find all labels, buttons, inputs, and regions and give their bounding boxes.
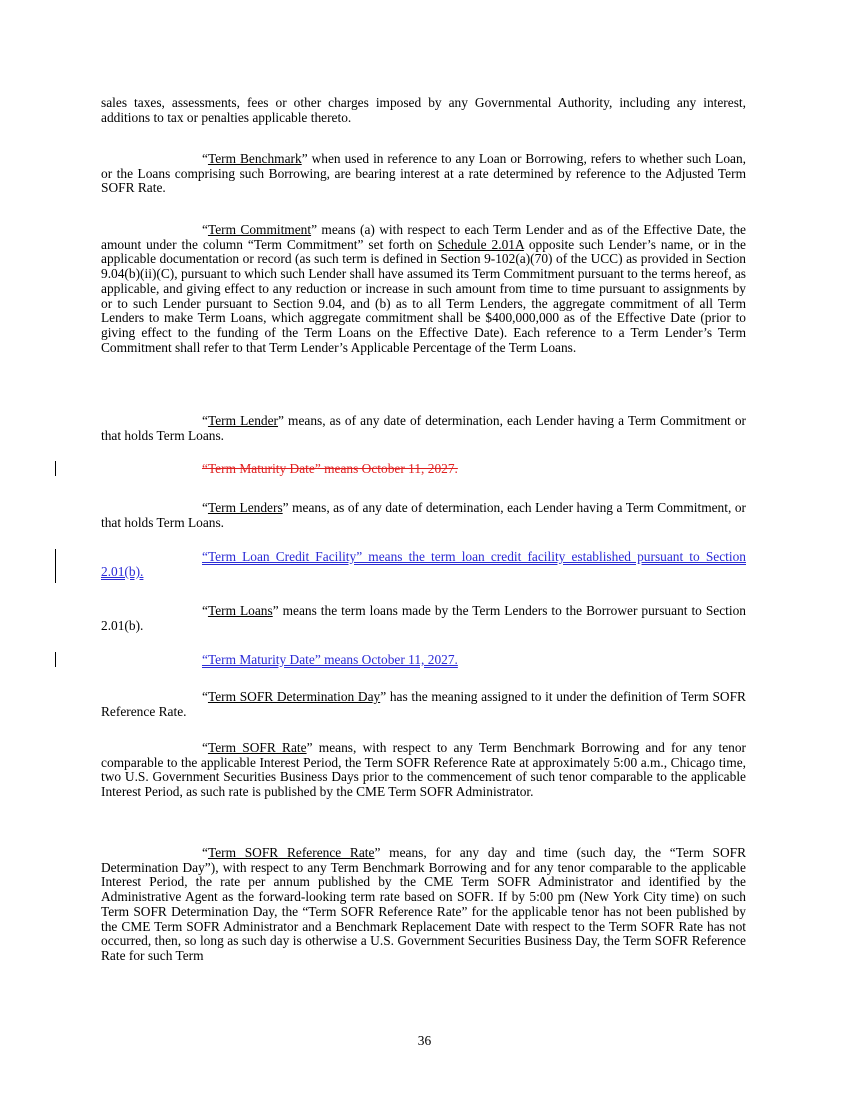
defined-term: Term Loans (207, 603, 273, 618)
paragraph-taxes-continued: sales taxes, assessments, fees or other charges imposed by any Governmental Authority, including any interest, additions to tax or penalties applicable thereto. (101, 95, 746, 125)
defined-term: Term Lender (207, 413, 279, 428)
defined-term: Term SOFR Reference Rate (207, 845, 375, 860)
change-bar (55, 652, 56, 667)
schedule-reference: Schedule 2.01A (437, 236, 524, 252)
definition-term-sofr-rate: “Term SOFR Rate” means, with respect to any Term Benchmark Borrowing and for any tenor comparable to the applicable Interest Period, the Term SOFR Reference Rate at approximately 5:00 a.m., Chicago time, two U.S. Government Securities Business Days prior to the commencement of such tenor comparable to the applicable Interest Period, as such rate is published by the CME Term SOFR Administrator. (101, 740, 746, 800)
change-bar (55, 549, 56, 583)
defined-term: Term SOFR Determination Day (207, 689, 381, 704)
defined-term: Term SOFR Rate (207, 740, 307, 755)
defined-term: Term Benchmark (207, 151, 302, 166)
page-number: 36 (417, 1033, 432, 1048)
inserted-definition-term-maturity-date: “Term Maturity Date” means October 11, 2027. (202, 652, 458, 667)
definition-term-commitment: “Term Commitment” means (a) with respect to each Term Lender and as of the Effective Date, the amount under the column “Term Commitment” set forth on Schedule 2.01A opposite such Lender’s name, or in the applicable documentation or record (as such term is defined in Section 9-102(a)(70) of the UCC) as provided in Section 9.04(b)(ii)(C), pursuant to which such Lender shall have assumed its Term Commitment pursuant to the terms hereof, as applicable, and giving effect to any reduction or increase in such amount from time to time pursuant to assignments by or to such Lender pursuant to Section 9.04, and (b) as to all Term Lenders, the aggregate commitment of all Term Lenders to make Term Loans, which aggregate commitment shall be $400,000,000 as of the Effective Date (prior to giving effect to the funding of the Term Loans on the Effective Date). Each reference to a Term Lender’s Term Commitment shall refer to that Term Lender’s Applicable Percentage of the Term Loans. (101, 222, 746, 355)
definition-term-sofr-reference-rate: “Term SOFR Reference Rate” means, for any day and time (such day, the “Term SOFR Determination Day”), with respect to any Term Benchmark Borrowing and for any tenor comparable to the applicable Interest Period, the rate per annum published by the CME Term SOFR Administrator and identified by the Administrative Agent as the forward-looking term rate based on SOFR. If by 5:00 pm (New York City time) on such Term SOFR Determination Day, the “Term SOFR Reference Rate” for the applicable tenor has not been published by the CME Term SOFR Administrator and a Benchmark Replacement Date with respect to the Term SOFR Rate has not occurred, then, so long as such day is otherwise a U.S. Government Securities Business Day, the Term SOFR Reference Rate for such Term (101, 845, 747, 963)
deleted-definition-term-maturity-date: “Term Maturity Date” means October 11, 2027. (202, 461, 458, 476)
definition-term-lender: “Term Lender” means, as of any date of determination, each Lender having a Term Commitment or that holds Term Loans. (101, 413, 746, 443)
inserted-definition-term-loan-credit-facility: “Term Loan Credit Facility” means the term loan credit facility established pursuant to Section 2.01(b). (101, 549, 746, 579)
change-bar (55, 461, 56, 476)
definition-term-sofr-determination-day: “Term SOFR Determination Day” has the meaning assigned to it under the definition of Term SOFR Reference Rate. (101, 689, 746, 719)
definition-term-benchmark: “Term Benchmark” when used in reference to any Loan or Borrowing, refers to whether such Loan, or the Loans comprising such Borrowing, are bearing interest at a rate determined by reference to the Adjusted Term SOFR Rate. (101, 151, 746, 196)
definition-term-loans: “Term Loans” means the term loans made by the Term Lenders to the Borrower pursuant to Section 2.01(b). (101, 603, 747, 633)
definition-term-lenders: “Term Lenders” means, as of any date of determination, each Lender having a Term Commitment, or that holds Term Loans. (101, 500, 746, 530)
defined-term: Term Lenders (207, 500, 283, 515)
defined-term: Term Commitment (207, 222, 312, 237)
